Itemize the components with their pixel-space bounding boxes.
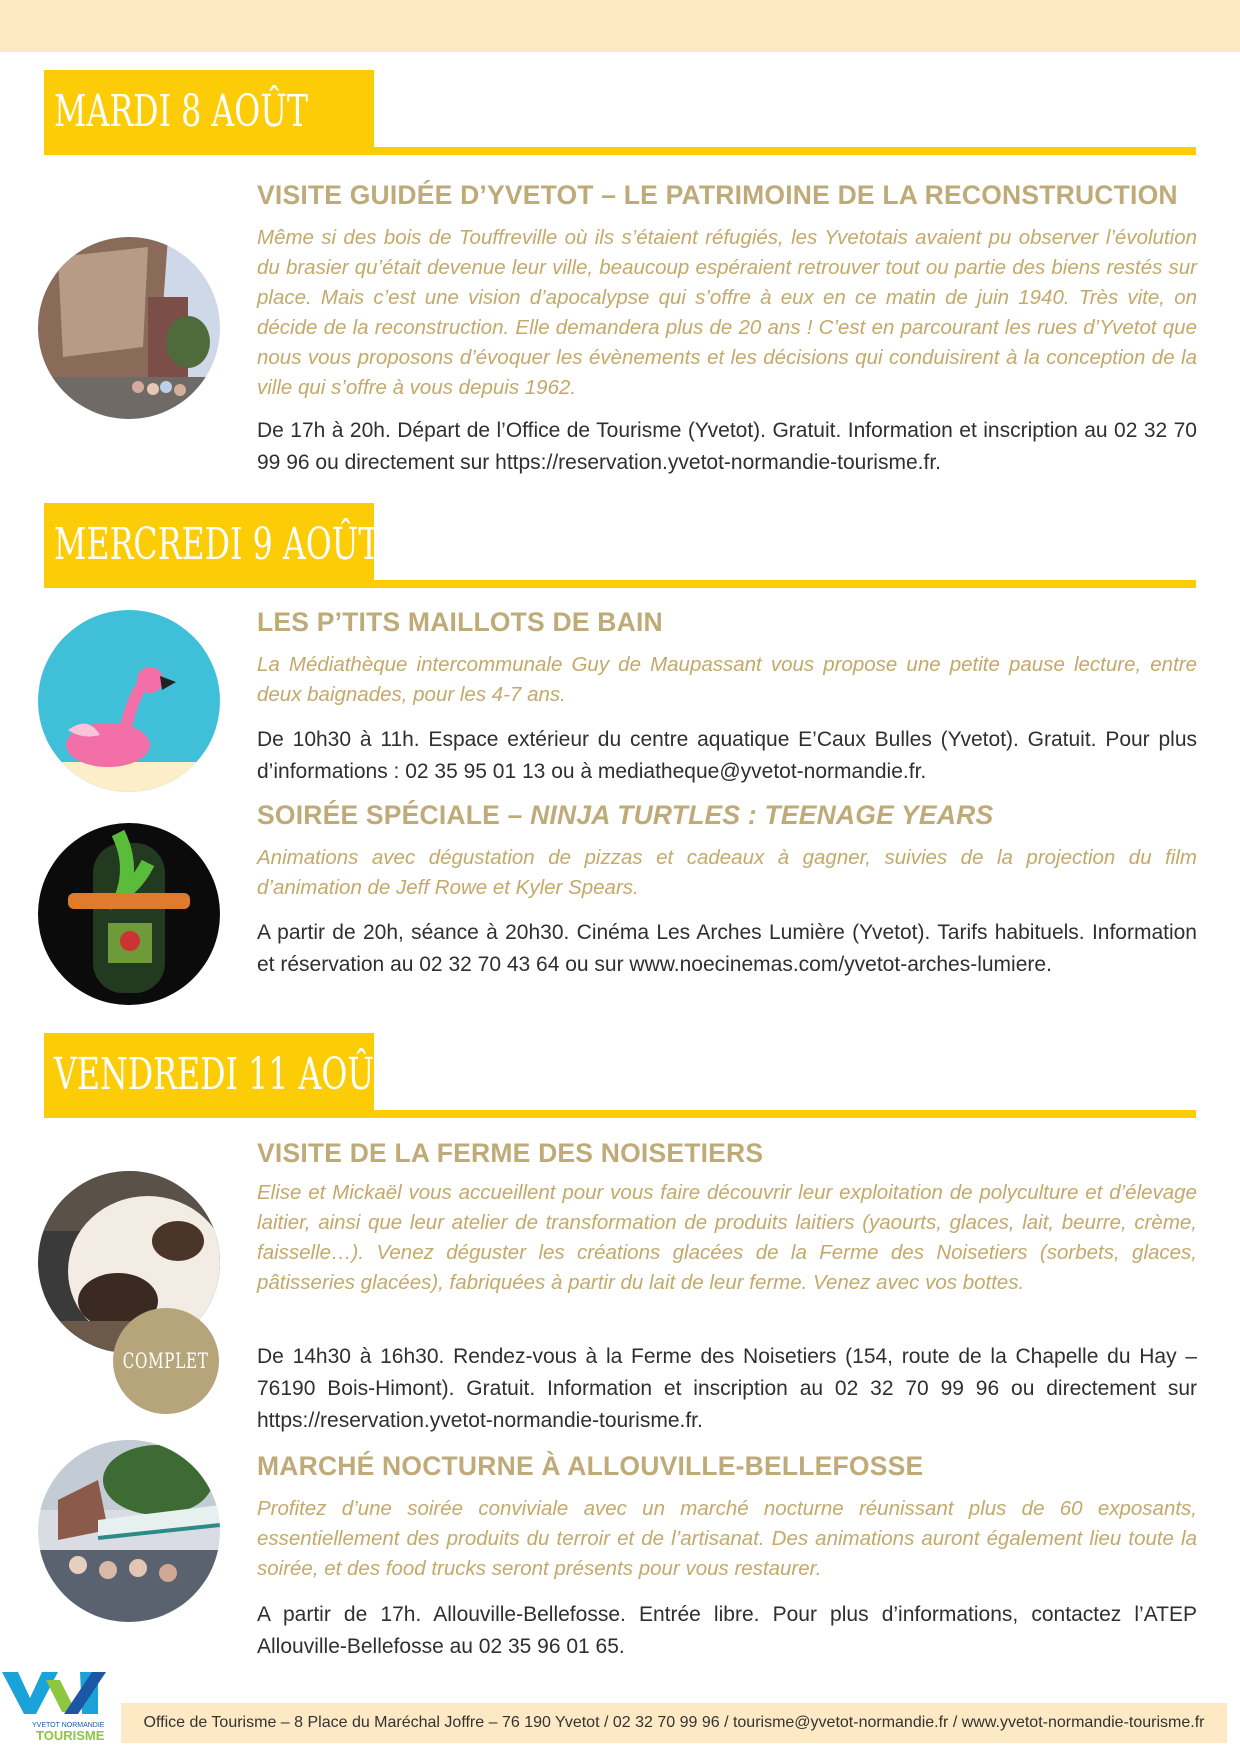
top-band (0, 0, 1240, 52)
day-header-vendredi (44, 1033, 1196, 1118)
event-title: MARCHÉ NOCTURNE À ALLOUVILLE-BELLEFOSSE (257, 1451, 924, 1481)
photo-ninja-turtles-poster (38, 823, 220, 1005)
yvetot-tourisme-logo (2, 1672, 122, 1744)
footer-contact-text: Office de Tourisme – 8 Place du Maréchal Joffre – 76 190 Yvetot / 02 32 70 99 96 / tourisme@yvetot-normandie.fr / www.yvetot-normandie-tourisme.fr (143, 1714, 1205, 1731)
event-info: De 14h30 à 16h30. Rendez-vous à la Ferme des Noisetiers (154, route de la Chapelle du Hay – 76190 Bois-Himont). Gratuit. Information et inscription au 02 32 70 99 96 ou directement sur https://reservation.yvetot-normandie-tourisme.fr. (257, 1345, 1197, 1432)
event-title: VISITE GUIDÉE D’YVETOT – LE PATRIMOINE DE LA RECONSTRUCTION (257, 180, 1178, 210)
day-block (44, 503, 380, 588)
day-line (44, 580, 1196, 588)
day-block (44, 1033, 396, 1118)
event-title-film: NINJA TURTLES : TEENAGE YEARS (530, 800, 994, 830)
day-title: MERCREDI 9 AOÛT (54, 519, 380, 570)
photo-flamingo (38, 610, 220, 792)
day-title: VENDREDI 11 AOÛT (54, 1049, 396, 1100)
footer-contact-bar (121, 1703, 1227, 1743)
event-title (257, 800, 993, 831)
day-line (44, 147, 1196, 155)
status-badge-complet (113, 1308, 219, 1414)
event-description: La Médiathèque intercommunale Guy de Maupassant vous propose une petite pause lecture, entre deux baignades, pour les 4-7 ans. (257, 653, 1197, 706)
day-line (44, 1110, 1196, 1118)
day-header-mardi (44, 70, 1196, 155)
event-info: De 17h à 20h. Départ de l’Office de Tourisme (Yvetot). Gratuit. Information et inscription au 02 32 70 99 96 ou directement sur https://reservation.yvetot-normandie-tourisme.fr. (257, 419, 1197, 474)
event-info: A partir de 17h. Allouville-Bellefosse. Entrée libre. Pour plus d’informations, contactez l’ATEP Allouville-Bellefosse au 02 35 96 01 65. (257, 1603, 1197, 1658)
day-title: MARDI 8 AOÛT (54, 86, 309, 137)
event-title: VISITE DE LA FERME DES NOISETIERS (257, 1138, 764, 1168)
event-title-prefix: SOIRÉE SPÉCIALE – (257, 800, 531, 830)
day-block (44, 70, 374, 155)
logo-line-1: YVETOT NORMANDIE (32, 1722, 105, 1729)
event-description: Animations avec dégustation de pizzas et cadeaux à gagner, suivies de la projection du film d’animation de Jeff Rowe et Kyler Spears. (257, 846, 1197, 899)
event-description: Profitez d’une soirée conviviale avec un marché nocturne réunissant plus de 60 exposants, essentiellement des produits du terroir et de l’artisanat. Des animations auront également lieu toute la soirée, et des food trucks seront présents pour vous restaurer. (257, 1497, 1197, 1580)
event-info: A partir de 20h, séance à 20h30. Cinéma Les Arches Lumière (Yvetot). Tarifs habituels. Information et réservation au 02 32 70 43 64 ou sur www.noecinemas.com/yvetot-arches-lumiere. (257, 921, 1197, 976)
day-header-mercredi (44, 503, 1196, 588)
badge-label: COMPLET (123, 1349, 209, 1373)
photo-yvetot-church (38, 237, 220, 419)
logo-line-2: TOURISME (36, 1728, 105, 1743)
event-description: Même si des bois de Touffreville où ils s’étaient réfugiés, les Yvetotais avaient pu observer l’évolution du brasier qu’était devenue leur ville, beaucoup espéraient retrouver tout ou partie des biens restés sur place. Mais c’est une vision d’apocalypse qui s’offre à eux en ce matin de juin 1940. Très vite, on décide de la reconstruction. Elle demandera plus de 20 ans ! C’est en parcourant les rues d’Yvetot que nous vous proposons d’évoquer les évènements et les décisions qui conduisirent à la conception de la ville qui s’offre à vous depuis 1962. (257, 226, 1197, 399)
event-info: De 10h30 à 11h. Espace extérieur du centre aquatique E’Caux Bulles (Yvetot). Gratuit. Pour plus d’informations : 02 35 95 01 13 ou à mediatheque@yvetot-normandie.fr. (257, 728, 1197, 783)
event-title: LES P’TITS MAILLOTS DE BAIN (257, 607, 663, 637)
event-description: Elise et Mickaël vous accueillent pour vous faire découvrir leur exploitation de polyculture et d’élevage laitier, ainsi que leur atelier de transformation de produits laitiers (yaourts, glaces, lait, beurre, crème, faisselle…). Venez déguster les créations glacées de la Ferme des Noisetiers (sorbets, glaces, pâtisseries glacées), fabriquées à partir du lait de leur ferme. Venez avec vos bottes. (257, 1181, 1197, 1294)
photo-night-market (38, 1440, 220, 1622)
